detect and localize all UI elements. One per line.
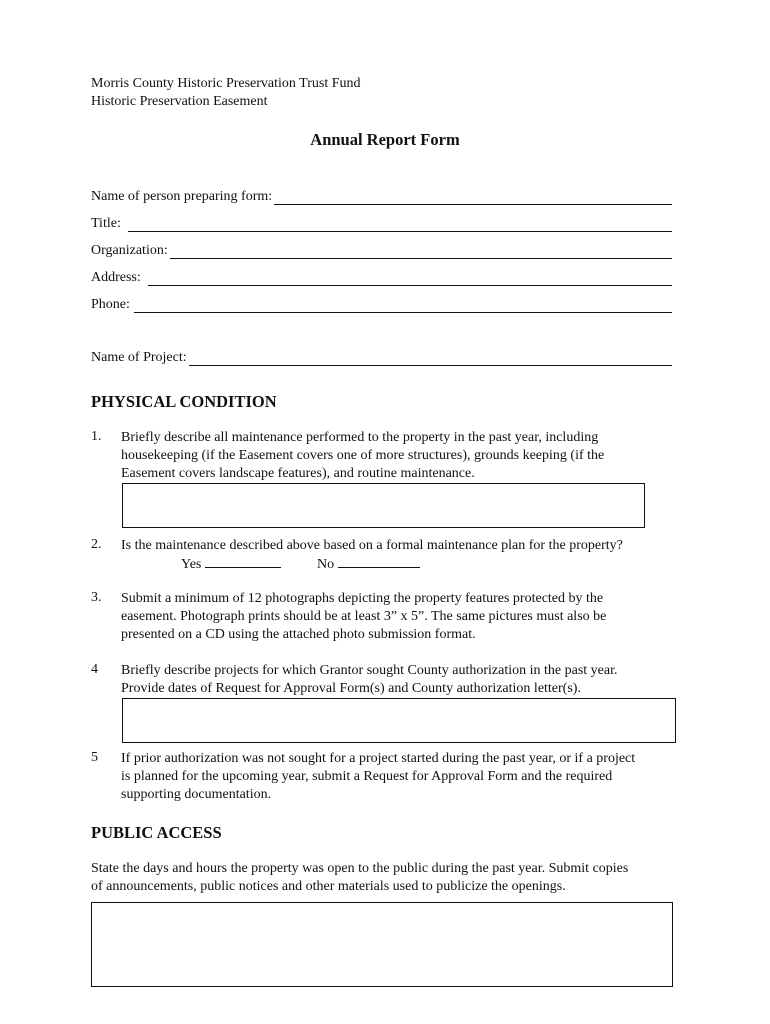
q2-text: Is the maintenance described above based on a formal maintenance plan for the property? bbox=[121, 538, 623, 553]
title-field[interactable] bbox=[91, 212, 672, 232]
public-access-heading: PUBLIC ACCESS bbox=[91, 823, 222, 842]
page-title: Annual Report Form bbox=[310, 130, 460, 149]
q3-line: easement. Photograph prints should be at least 3” x 5”. The same pictures must also be bbox=[121, 609, 607, 624]
title-label: Title: bbox=[91, 216, 121, 231]
public-access-line: State the days and hours the property was open to the public during the past year. Submit copies bbox=[91, 861, 629, 876]
physical-condition-heading: PHYSICAL CONDITION bbox=[91, 392, 277, 411]
q3-line: Submit a minimum of 12 photographs depicting the property features protected by the bbox=[121, 591, 604, 606]
phone-line[interactable] bbox=[134, 296, 672, 313]
preparer-field[interactable] bbox=[91, 185, 672, 205]
public-access-answer-box[interactable] bbox=[91, 902, 673, 987]
q3-number: 3. bbox=[91, 590, 102, 605]
q4-answer-box[interactable] bbox=[122, 698, 676, 743]
org-name: Morris County Historic Preservation Trust Fund bbox=[91, 76, 361, 91]
q3-text bbox=[121, 590, 606, 644]
public-access-line: of announcements, public notices and other materials used to publicize the openings. bbox=[91, 879, 566, 894]
q1-line: Briefly describe all maintenance performed to the property in the past year, including bbox=[121, 430, 599, 445]
no-blank[interactable] bbox=[338, 554, 420, 568]
q4-line: Provide dates of Request for Approval Form(s) and County authorization letter(s). bbox=[121, 681, 581, 696]
organization-line[interactable] bbox=[170, 242, 672, 259]
q4-line: Briefly describe projects for which Grantor sought County authorization in the past year. bbox=[121, 663, 618, 678]
q5-number: 5 bbox=[91, 750, 98, 765]
address-label: Address: bbox=[91, 270, 141, 285]
preparer-label: Name of person preparing form: bbox=[91, 189, 273, 204]
q1-text bbox=[121, 429, 604, 483]
yes-label: Yes bbox=[181, 557, 202, 572]
q4-text bbox=[121, 662, 617, 698]
q2-no-option[interactable] bbox=[317, 554, 420, 573]
phone-field[interactable] bbox=[91, 293, 672, 313]
phone-label: Phone: bbox=[91, 297, 130, 312]
q5-line: supporting documentation. bbox=[121, 787, 272, 802]
organization-label: Organization: bbox=[91, 243, 168, 258]
q1-answer-box[interactable] bbox=[122, 483, 645, 528]
title-line[interactable] bbox=[128, 215, 672, 232]
q5-line: is planned for the upcoming year, submit a Request for Approval Form and the required bbox=[121, 769, 613, 784]
q2-yes-option[interactable] bbox=[181, 554, 281, 573]
project-label: Name of Project: bbox=[91, 350, 187, 365]
preparer-line[interactable] bbox=[274, 188, 672, 205]
address-line[interactable] bbox=[148, 269, 672, 286]
public-access-text bbox=[91, 860, 628, 896]
project-line[interactable] bbox=[189, 349, 672, 366]
q2-number: 2. bbox=[91, 537, 102, 552]
organization-field[interactable] bbox=[91, 239, 672, 259]
easement-label: Historic Preservation Easement bbox=[91, 94, 268, 109]
project-field[interactable] bbox=[91, 346, 672, 366]
q1-number: 1. bbox=[91, 429, 102, 444]
no-label: No bbox=[317, 557, 335, 572]
yes-blank[interactable] bbox=[205, 554, 281, 568]
address-field[interactable] bbox=[91, 266, 672, 286]
q1-line: housekeeping (if the Easement covers one of more structures), grounds keeping (if the bbox=[121, 448, 605, 463]
q4-number: 4 bbox=[91, 662, 98, 677]
q5-text bbox=[121, 750, 635, 804]
q1-line: Easement covers landscape features), and routine maintenance. bbox=[121, 466, 475, 481]
q5-line: If prior authorization was not sought for a project started during the past year, or if a project bbox=[121, 751, 636, 766]
q3-line: presented on a CD using the attached photo submission format. bbox=[121, 627, 476, 642]
